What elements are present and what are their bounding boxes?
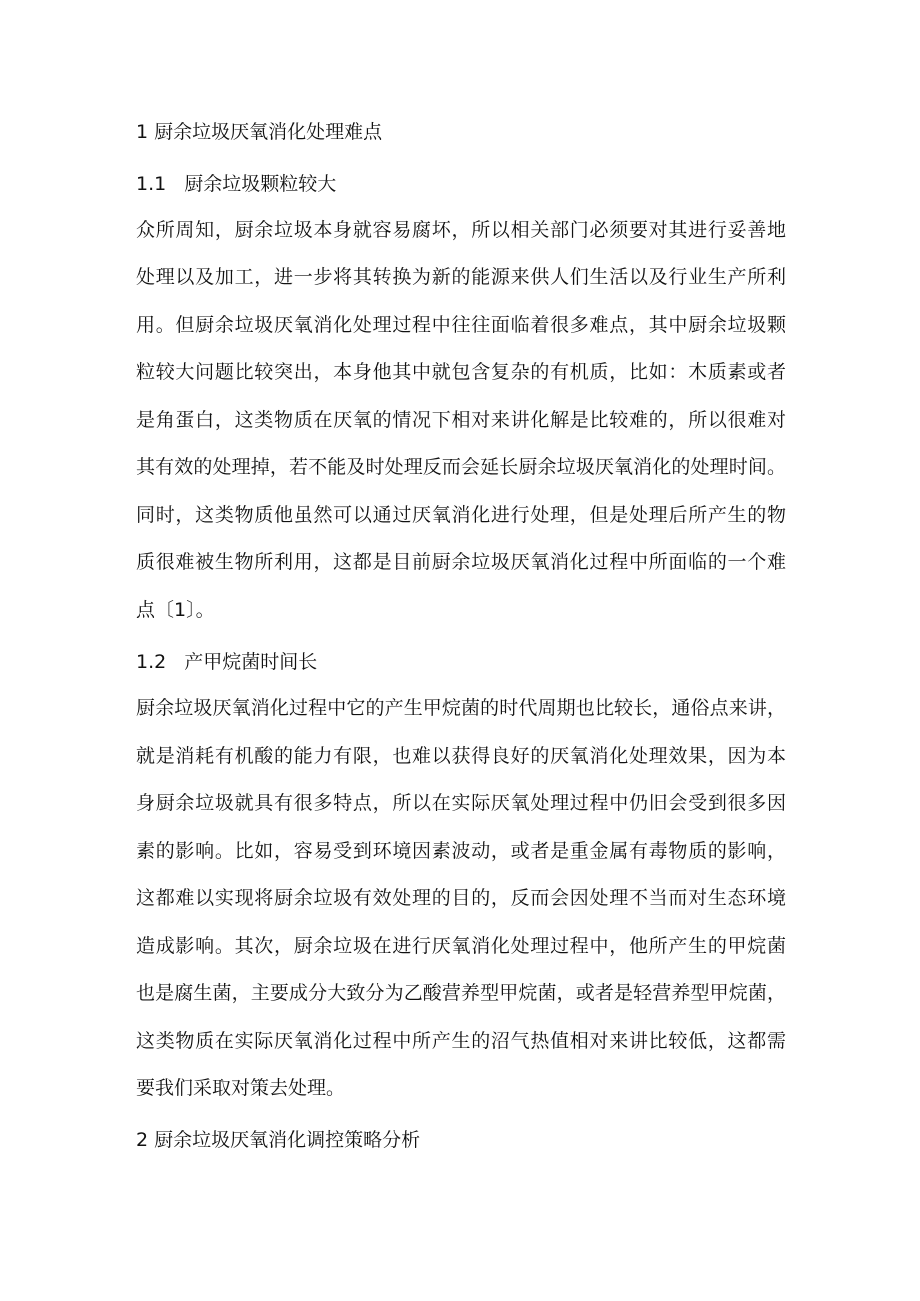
subsection-1-2-heading <box>136 650 317 674</box>
paragraph-2-line: 这都难以实现将厨余垃圾有效处理的目的，反而会因处理不当而对生态环境 <box>136 887 786 909</box>
subsection-1-1-title: 厨余垃圾颗粒较大 <box>184 173 337 195</box>
paragraph-1-line: 是角蛋白，这类物质在厌氧的情况下相对来讲化解是比较难的，所以很难对 <box>136 409 786 431</box>
paragraph-1-line: 其有效的处理掉，若不能及时处理反而会延长厨余垃圾厌氧消化的处理时间。 <box>136 456 786 478</box>
paragraph-1-line: 粒较大问题比较突出，本身他其中就包含复杂的有机质，比如：木质素或者 <box>136 361 786 383</box>
section-2-heading: 2 厨余垃圾厌氧消化调控策略分析 <box>136 1129 421 1151</box>
subsection-1-1-heading <box>136 172 336 196</box>
section-1-heading: 1 厨余垃圾厌氧消化处理难点 <box>136 121 383 143</box>
subsection-1-2-title: 产甲烷菌时间长 <box>184 651 318 673</box>
paragraph-2-line: 要我们采取对策去处理。 <box>136 1077 346 1099</box>
paragraph-1-line: 众所周知，厨余垃圾本身就容易腐坏，所以相关部门必须要对其进行妥善地 <box>136 219 786 241</box>
subsection-1-1-number: 1.1 <box>136 173 167 195</box>
paragraph-2-line: 就是消耗有机酸的能力有限，也难以获得良好的厌氧消化处理效果，因为本 <box>136 745 786 767</box>
paragraph-2-line: 身厨余垃圾就具有很多特点，所以在实际厌氧处理过程中仍旧会受到很多因 <box>136 792 786 814</box>
subsection-1-2-number: 1.2 <box>136 651 167 673</box>
paragraph-2-line: 素的影响。比如，容易受到环境因素波动，或者是重金属有毒物质的影响， <box>136 840 786 862</box>
paragraph-2-line: 厨余垃圾厌氧消化过程中它的产生甲烷菌的时代周期也比较长，通俗点来讲， <box>136 697 786 719</box>
paragraph-1-line: 质很难被生物所利用，这都是目前厨余垃圾厌氧消化过程中所面临的一个难 <box>136 551 786 573</box>
paragraph-2-line: 也是腐生菌，主要成分大致分为乙酸营养型甲烷菌，或者是轻营养型甲烷菌， <box>136 982 786 1004</box>
paragraph-1-line: 处理以及加工，进一步将其转换为新的能源来供人们生活以及行业生产所利 <box>136 266 786 288</box>
paragraph-1-line: 同时，这类物质他虽然可以通过厌氧消化进行处理，但是处理后所产生的物 <box>136 504 786 526</box>
paragraph-1-line: 用。但厨余垃圾厌氧消化处理过程中往往面临着很多难点，其中厨余垃圾颗 <box>136 314 786 336</box>
paragraph-2-line: 造成影响。其次，厨余垃圾在进行厌氧消化处理过程中，他所产生的甲烷菌 <box>136 935 786 957</box>
paragraph-1-line: 点〔1〕。 <box>136 599 215 621</box>
paragraph-2-line: 这类物质在实际厌氧消化过程中所产生的沼气热值相对来讲比较低，这都需 <box>136 1030 786 1052</box>
